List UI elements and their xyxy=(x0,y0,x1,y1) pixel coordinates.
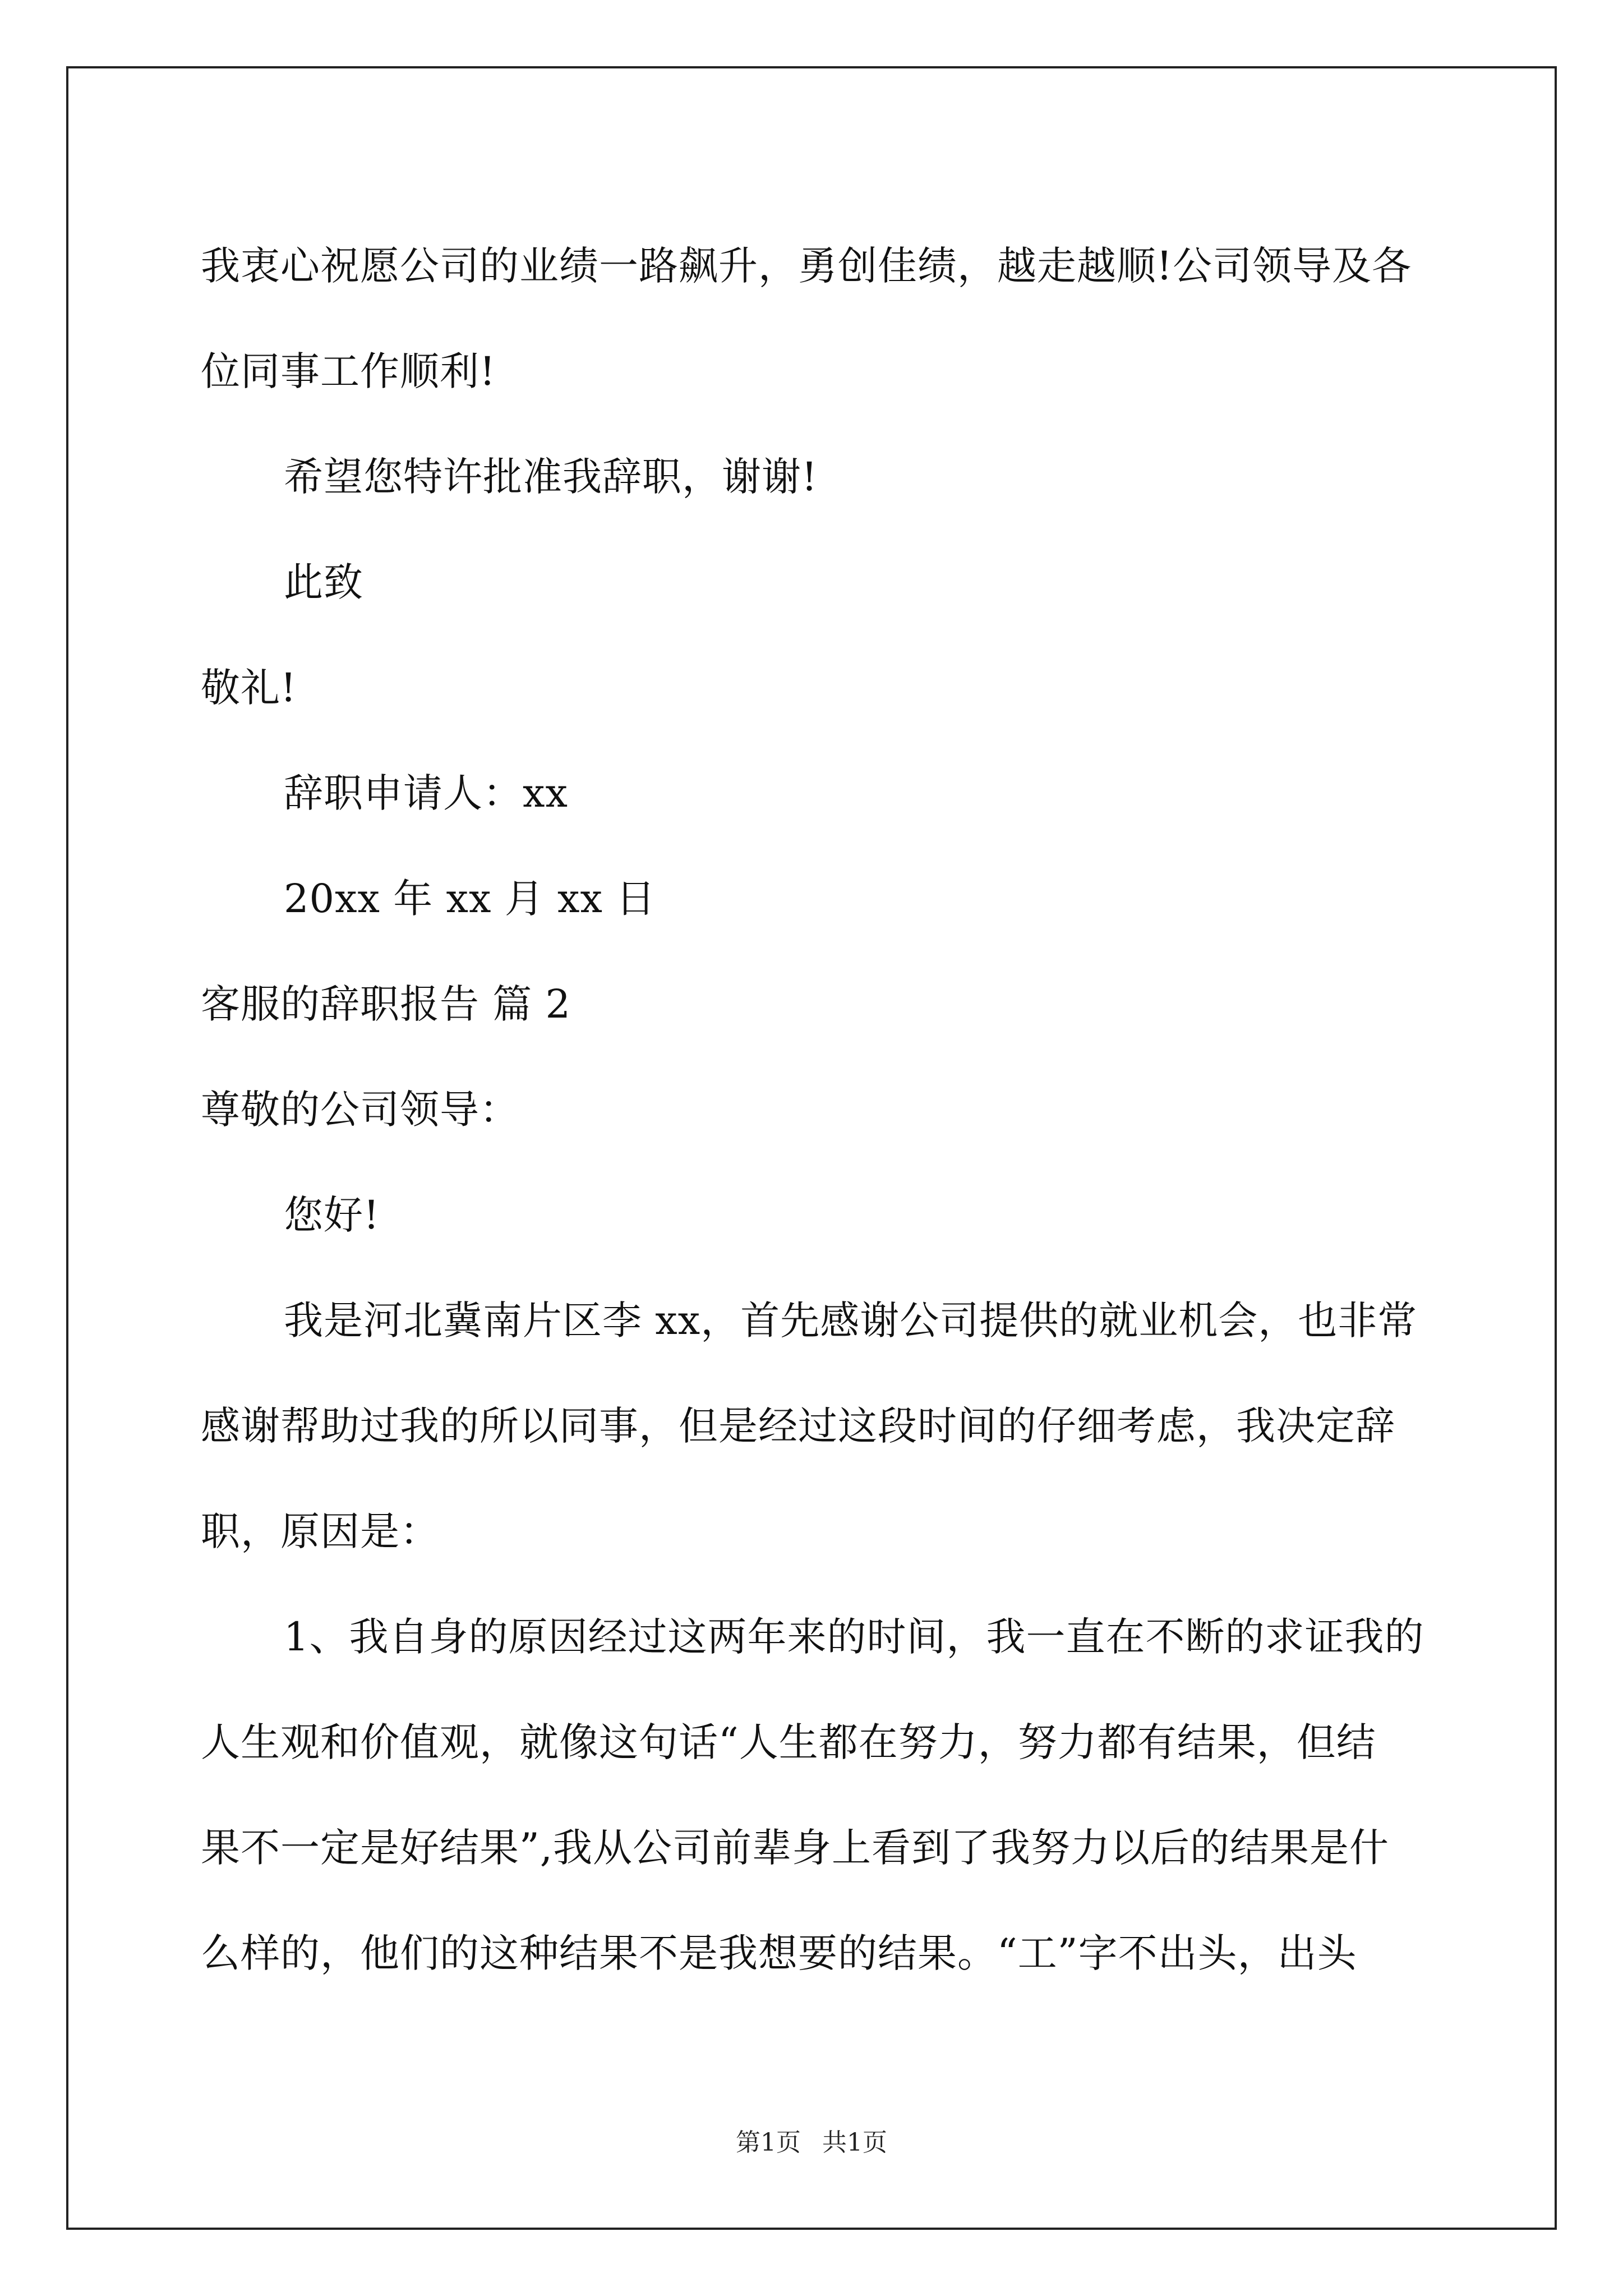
text-line-1: 我衷心祝愿公司的业绩一路飙升，勇创佳绩，越走越顺!公司领导及各 xyxy=(201,243,1412,289)
text-line-13: 职，原因是： xyxy=(201,1508,440,1554)
document-body xyxy=(201,213,1423,2006)
closing-regards: 敬礼! xyxy=(201,665,297,711)
text-line-16: 果不一定是好结果”,我从公司前辈身上看到了我努力以后的结果是什 xyxy=(201,1825,1390,1871)
letter-date: 20xx 年 xx 月 xx 日 xyxy=(284,876,656,922)
text-line-2: 位同事工作顺利! xyxy=(201,348,496,394)
text-line-14: 1、我自身的原因经过这两年来的时间，我一直在不断的求证我的 xyxy=(284,1614,1424,1660)
letter-hello: 您好! xyxy=(284,1192,380,1238)
page-number: 第1页 xyxy=(736,2128,801,2157)
section-heading: 客服的辞职报告 篇 2 xyxy=(201,981,571,1027)
closing-salutation: 此致 xyxy=(284,559,363,605)
applicant-signature: 辞职申请人：xx xyxy=(284,770,568,816)
text-line-17: 么样的，他们的这种结果不是我想要的结果。“工”字不出头，出头 xyxy=(201,1930,1357,1976)
page-footer xyxy=(0,2126,1623,2160)
page-total: 共1页 xyxy=(822,2128,887,2157)
text-line-15: 人生观和价值观，就像这句话“人生都在努力，努力都有结果，但结 xyxy=(201,1719,1376,1765)
text-line-3: 希望您特许批准我辞职，谢谢! xyxy=(284,454,818,500)
text-line-11: 我是河北冀南片区李 xx，首先感谢公司提供的就业机会，也非常 xyxy=(284,1297,1418,1343)
letter-greeting: 尊敬的公司领导： xyxy=(201,1087,519,1133)
text-line-12: 感谢帮助过我的所以同事，但是经过这段时间的仔细考虑，我决定辞 xyxy=(201,1403,1395,1449)
